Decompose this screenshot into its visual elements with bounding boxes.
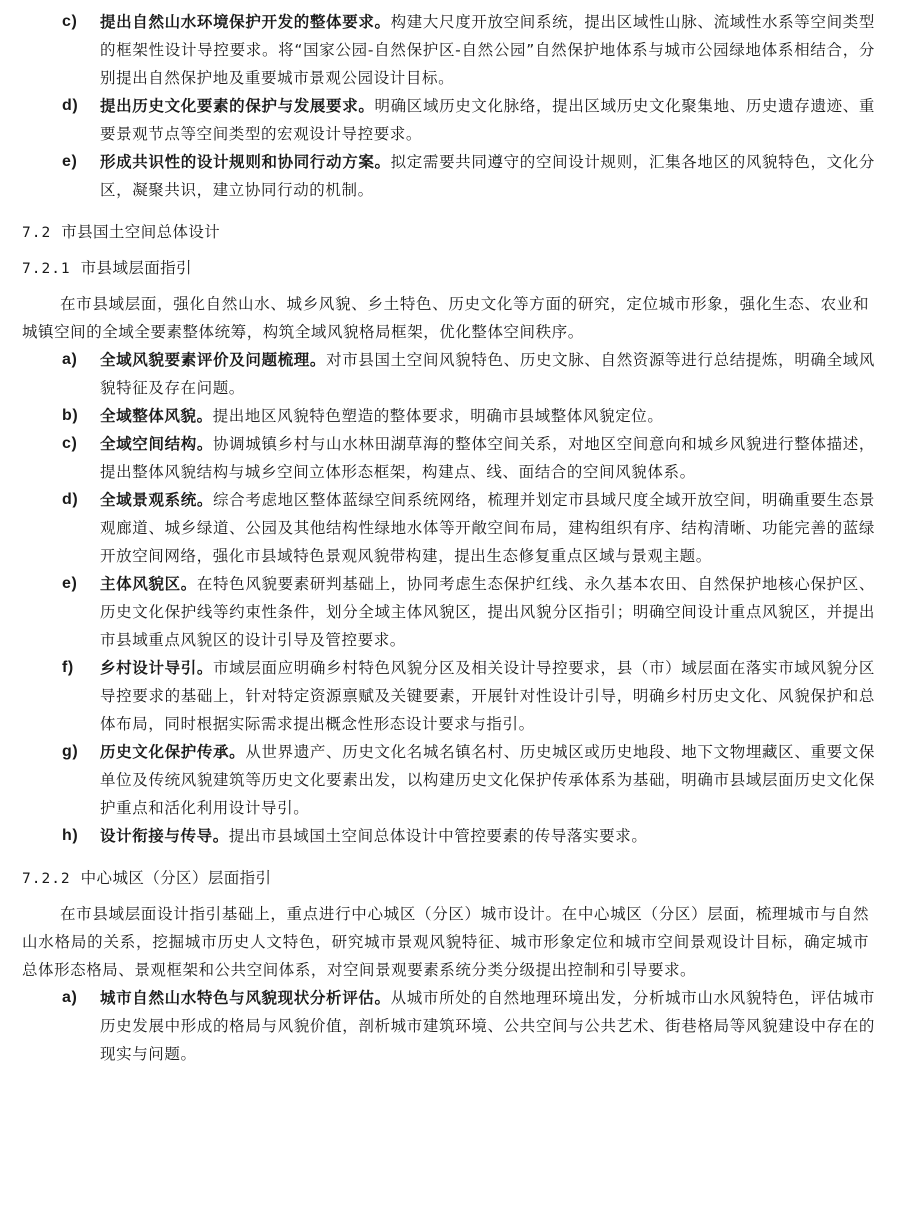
- item-title: 提出自然山水环境保护开发的整体要求。: [100, 13, 391, 31]
- heading-number: 7.2: [22, 225, 52, 241]
- list-item-c: [62, 430, 875, 486]
- item-text: 拟定需要共同遵守的空间设计规则，汇集各地区的风貌特色，文化分区，凝聚共识，建立协同行动的机制。: [100, 153, 875, 199]
- item-label: b): [62, 407, 79, 424]
- heading-text: 市县国土空间总体设计: [61, 223, 221, 241]
- item-label: e): [62, 575, 78, 592]
- item-title: 全域景观系统。: [100, 491, 214, 509]
- list-item-a: [62, 984, 875, 1068]
- heading-number: 7.2.2: [22, 871, 71, 887]
- item-title: 全域空间结构。: [100, 435, 214, 453]
- item-text: 明确区域历史文化脉络，提出区域历史文化聚集地、历史遗存遗迹、重要景观节点等空间类型的宏观设计导控要求。: [100, 97, 875, 143]
- list-item-f: [62, 654, 875, 738]
- list-item-a: [62, 346, 875, 402]
- item-label: c): [62, 13, 78, 30]
- paragraph-7-2-2: 在市县域层面设计指引基础上，重点进行中心城区（分区）城市设计。在中心城区（分区）层面，梳理城市与自然山水格局的关系，挖掘城市历史人文特色，研究城市景观风貌特征、城市形象定位和城市空间景观设计目标，确定城市总体形态格局、景观框架和公共空间体系，对空间景观要素系统分类分级提出控制和引导要求。: [22, 905, 869, 979]
- item-title: 历史文化保护传承。: [100, 743, 246, 761]
- list-item-e: [62, 148, 875, 204]
- section-heading-7-2-1: [22, 254, 905, 283]
- item-title: 设计衔接与传导。: [100, 827, 229, 845]
- paragraph-7-2-1: 在市县域层面，强化自然山水、城乡风貌、乡土特色、历史文化等方面的研究，定位城市形象，强化生态、农业和城镇空间的全域全要素整体统筹，构筑全域风貌格局框架，优化整体空间秩序。: [22, 295, 869, 341]
- item-text: 提出市县域国土空间总体设计中管控要素的传导落实要求。: [228, 827, 648, 845]
- item-text: 提出地区风貌特色塑造的整体要求，明确市县域整体风貌定位。: [212, 407, 664, 425]
- document-page: [0, 8, 905, 1068]
- item-label: a): [62, 351, 78, 368]
- list-item-h: [62, 822, 875, 850]
- item-title: 主体风貌区。: [100, 575, 197, 593]
- item-label: c): [62, 435, 78, 452]
- item-label: e): [62, 153, 78, 170]
- item-title: 乡村设计导引。: [100, 659, 214, 677]
- item-text: 在特色风貌要素研判基础上，协同考虑生态保护红线、永久基本农田、自然保护地核心保护区、历史文化保护线等约束性条件，划分全域主体风貌区，提出风貌分区指引；明确空间设计重点风貌区，并提出市县域重点风貌区的设计引导及管控要求。: [100, 575, 876, 649]
- item-title: 全域风貌要素评价及问题梳理。: [100, 351, 327, 369]
- heading-number: 7.2.1: [22, 261, 71, 277]
- item-text: 从世界遗产、历史文化名城名镇名村、历史城区或历史地段、地下文物埋藏区、重要文保单位及传统风貌建筑等历史文化要素出发，以构建历史文化保护传承体系为基础，明确市县域层面历史文化保护重点和活化利用设计导引。: [100, 743, 875, 817]
- list-item-b: [62, 402, 875, 430]
- item-text: 协调城镇乡村与山水林田湖草海的整体空间关系，对地区空间意向和城乡风貌进行整体描述，提出整体风貌结构与城乡空间立体形态框架，构建点、线、面结合的空间风貌体系。: [100, 435, 875, 481]
- list-item-c: [62, 8, 875, 92]
- item-text: 对市县国土空间风貌特色、历史文脉、自然资源等进行总结提炼，明确全域风貌特征及存在问题。: [100, 351, 876, 397]
- heading-text: 市县域层面指引: [80, 259, 192, 277]
- item-label: f): [62, 659, 74, 676]
- item-label: h): [62, 827, 79, 844]
- item-text: 市域层面应明确乡村特色风貌分区及相关设计导控要求，县（市）域层面在落实市域风貌分区导控要求的基础上，针对特定资源禀赋及关键要素，开展针对性设计引导，明确乡村历史文化、风貌保护和总体布局，同时根据实际需求提出概念性形态设计要求与指引。: [100, 659, 875, 733]
- item-label: a): [62, 989, 78, 1006]
- item-title: 提出历史文化要素的保护与发展要求。: [100, 97, 375, 115]
- item-text: 从城市所处的自然地理环境出发，分析城市山水风貌特色，评估城市历史发展中形成的格局与风貌价值，剖析城市建筑环境、公共空间与公共艺术、街巷格局等风貌建设中存在的现实与问题。: [100, 989, 875, 1063]
- item-label: g): [62, 743, 79, 760]
- list-item-e: [62, 570, 875, 654]
- heading-text: 中心城区（分区）层面指引: [80, 869, 272, 887]
- item-text: 构建大尺度开放空间系统，提出区域性山脉、流域性水系等空间类型的框架性设计导控要求。将“国家公园-自然保护区-自然公园”自然保护地体系与城市公园绿地体系相结合，分别提出自然保护地及重要城市景观公园设计目标。: [100, 13, 875, 87]
- item-title: 形成共识性的设计规则和协同行动方案。: [100, 153, 391, 171]
- list-item-d: [62, 92, 875, 148]
- item-text: 综合考虑地区整体蓝绿空间系统网络，梳理并划定市县域尺度全域开放空间，明确重要生态景观廊道、城乡绿道、公园及其他结构性绿地水体等开敞空间布局，建构组织有序、结构清晰、功能完善的蓝绿开放空间网络，强化市县域特色景观风貌带构建，提出生态修复重点区域与景观主题。: [100, 491, 875, 565]
- section-heading-7-2: [22, 218, 905, 247]
- item-label: d): [62, 97, 79, 114]
- list-item-g: [62, 738, 875, 822]
- item-label: d): [62, 491, 79, 508]
- section-heading-7-2-2: [22, 864, 905, 893]
- list-item-d: [62, 486, 875, 570]
- item-title: 城市自然山水特色与风貌现状分析评估。: [100, 989, 391, 1007]
- item-title: 全域整体风貌。: [100, 407, 213, 425]
